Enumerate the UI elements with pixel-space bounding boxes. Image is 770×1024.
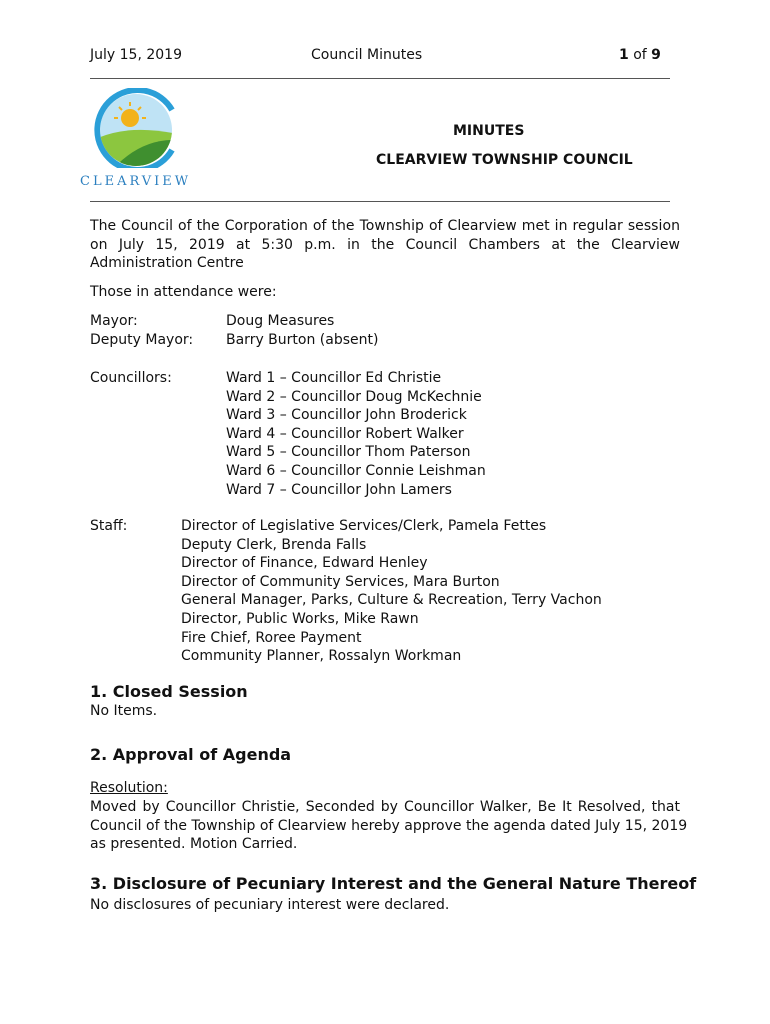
resolution-line: Moved by Councillor Christie, Seconded by Councillor Walker, Be It Resolved, that (90, 799, 680, 815)
section-body-closed-session: No Items. (90, 703, 158, 719)
intro-line: Administration Centre (90, 255, 244, 272)
list-item: Director of Legislative Services/Clerk, Pamela Fettes (181, 518, 547, 534)
clearview-logo-icon (80, 88, 192, 168)
section-heading-closed-session: 1. Closed Session (90, 682, 248, 701)
page-current: 1 (619, 47, 629, 63)
clearview-logo (80, 88, 192, 194)
list-item: Ward 5 – Councillor Thom Paterson (226, 444, 471, 461)
section-body-disclosure: No disclosures of pecuniary interest were declared. (90, 897, 450, 913)
list-item: Fire Chief, Roree Payment (181, 629, 362, 646)
header-divider (90, 78, 670, 79)
deputy-mayor-label: Deputy Mayor: (90, 332, 194, 348)
attendance-heading: Those in attendance were: (90, 284, 277, 300)
list-item: Director of Finance, Edward Henley (181, 555, 428, 572)
intro-line: The Council of the Corporation of the Township of Clearview met in regular session (90, 218, 680, 234)
page-number (619, 47, 661, 63)
staff-list (181, 517, 602, 666)
list-item: Ward 6 – Councillor Connie Leishman (226, 462, 486, 479)
councillors-label: Councillors: (90, 370, 172, 386)
staff-label: Staff: (90, 518, 128, 534)
list-item: Ward 4 – Councillor Robert Walker (226, 425, 464, 442)
logo-wordmark: CLEARVIEW (80, 174, 192, 189)
list-item: General Manager, Parks, Culture & Recreation, Terry Vachon (181, 592, 602, 609)
council-name: CLEARVIEW TOWNSHIP COUNCIL (376, 152, 633, 168)
resolution-label: Resolution: (90, 780, 168, 796)
resolution-text (90, 798, 688, 854)
intro-line: on July 15, 2019 at 5:30 p.m. in the Council Chambers at the Clearview (90, 236, 680, 253)
intro-paragraph (90, 217, 680, 273)
resolution-line: Council of the Township of Clearview hereby approve the agenda dated July 15, 2019 (90, 817, 688, 834)
mayor-name: Doug Measures (226, 313, 335, 329)
list-item: Ward 7 – Councillor John Lamers (226, 481, 452, 498)
section-heading-disclosure: 3. Disclosure of Pecuniary Interest and the General Nature Thereof (90, 874, 697, 893)
list-item: Director of Community Services, Mara Burton (181, 573, 500, 590)
list-item: Director, Public Works, Mike Rawn (181, 610, 419, 627)
list-item: Deputy Clerk, Brenda Falls (181, 536, 367, 553)
list-item: Ward 2 – Councillor Doug McKechnie (226, 388, 482, 405)
page-total: 9 (651, 47, 661, 63)
title-divider (90, 201, 670, 202)
header-title: Council Minutes (311, 47, 423, 63)
resolution-line: as presented. Motion Carried. (90, 836, 298, 853)
section-heading-approval-of-agenda: 2. Approval of Agenda (90, 745, 292, 764)
mayor-label: Mayor: (90, 313, 138, 329)
list-item: Ward 3 – Councillor John Broderick (226, 407, 467, 424)
header-date: July 15, 2019 (90, 47, 182, 63)
page-of: of (633, 47, 647, 63)
councillors-list (226, 369, 486, 499)
deputy-mayor-name: Barry Burton (absent) (226, 332, 379, 348)
document-title: MINUTES (453, 123, 525, 139)
list-item: Community Planner, Rossalyn Workman (181, 648, 462, 665)
list-item: Ward 1 – Councillor Ed Christie (226, 370, 442, 386)
